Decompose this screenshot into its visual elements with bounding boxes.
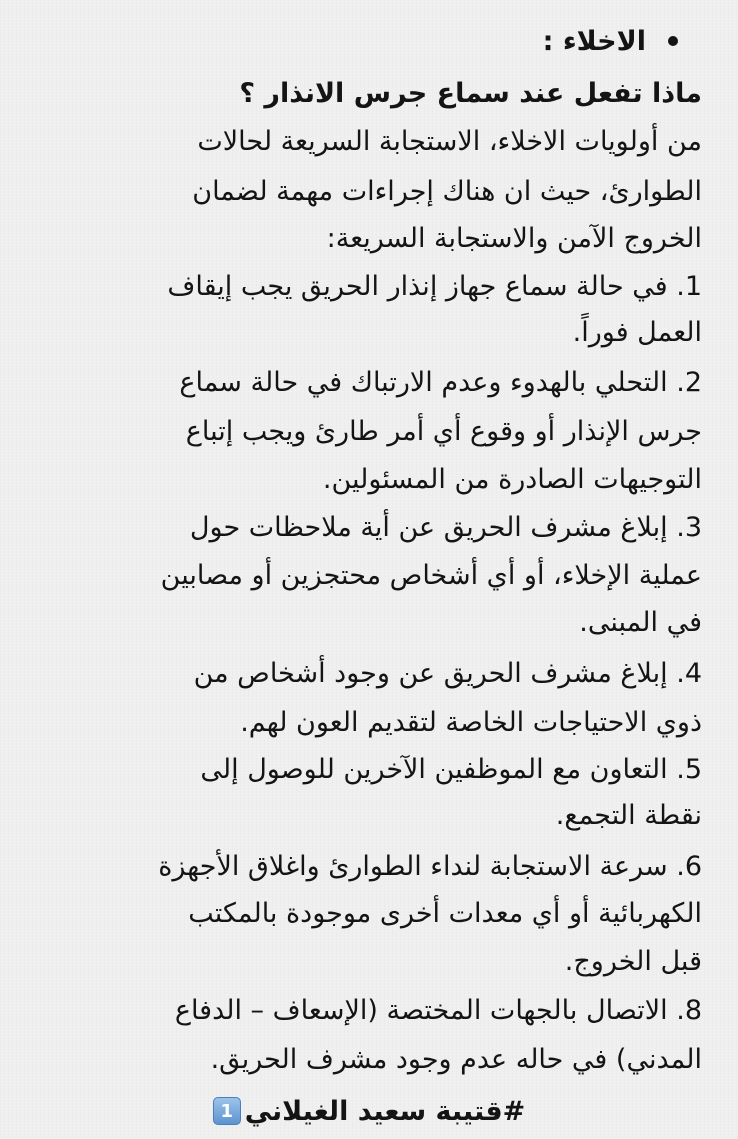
text-line: الخروج الآمن والاستجابة السريعة:: [326, 223, 702, 254]
list-item-6-line: 6. سرعة الاستجابة لنداء الطوارئ واغلاق الأجهزة: [158, 851, 702, 882]
text-line: نقطة التجمع.: [555, 800, 702, 831]
list-item-8-line: 8. الاتصال بالجهات المختصة (الإسعاف – الدفاع: [174, 995, 702, 1026]
signature-hashtag[interactable]: #قتيبة سعيد الغيلاني: [244, 1095, 526, 1127]
list-item-1-line: 1. في حالة سماع جهاز إنذار الحريق يجب إيقاف: [167, 271, 702, 302]
question-heading: ماذا تفعل عند سماع جرس الانذار ؟: [239, 78, 702, 109]
author-signature: [0, 1091, 738, 1131]
text-line: ذوي الاحتياجات الخاصة لتقديم العون لهم.: [240, 707, 702, 738]
list-item-2-line: 2. التحلي بالهدوء وعدم الارتباك في حالة سماع: [179, 367, 702, 398]
text-line: جرس الإنذار أو وقوع أي أمر طارئ ويجب إتباع: [185, 416, 702, 447]
section-heading: [543, 21, 678, 61]
text-line: الكهربائية أو أي معدات أخرى موجودة بالمكتب: [188, 898, 702, 929]
text-line: العمل فوراً.: [572, 317, 702, 348]
list-item-3-line: 3. إبلاغ مشرف الحريق عن أية ملاحظات حول: [189, 512, 702, 543]
list-item-4-line: 4. إبلاغ مشرف الحريق عن وجود أشخاص من: [193, 658, 702, 689]
text-line: المدني) في حاله عدم وجود مشرف الحريق.: [210, 1044, 702, 1075]
keycap-one-icon: 1: [213, 1097, 241, 1125]
section-title: الاخلاء :: [542, 25, 646, 57]
text-line: قبل الخروج.: [564, 946, 702, 977]
text-line: التوجيهات الصادرة من المسئولين.: [322, 464, 702, 495]
text-line: من أولويات الاخلاء، الاستجابة السريعة لحالات: [197, 126, 702, 157]
text-line: عملية الإخلاء، أو أي أشخاص محتجزين أو مصابين: [160, 560, 702, 591]
text-line: الطوارئ، حيث ان هناك إجراءات مهمة لضمان: [192, 176, 702, 207]
bullet-icon: [668, 36, 678, 46]
list-item-5-line: 5. التعاون مع الموظفين الآخرين للوصول إلى: [200, 754, 702, 785]
text-line: في المبنى.: [579, 607, 702, 638]
